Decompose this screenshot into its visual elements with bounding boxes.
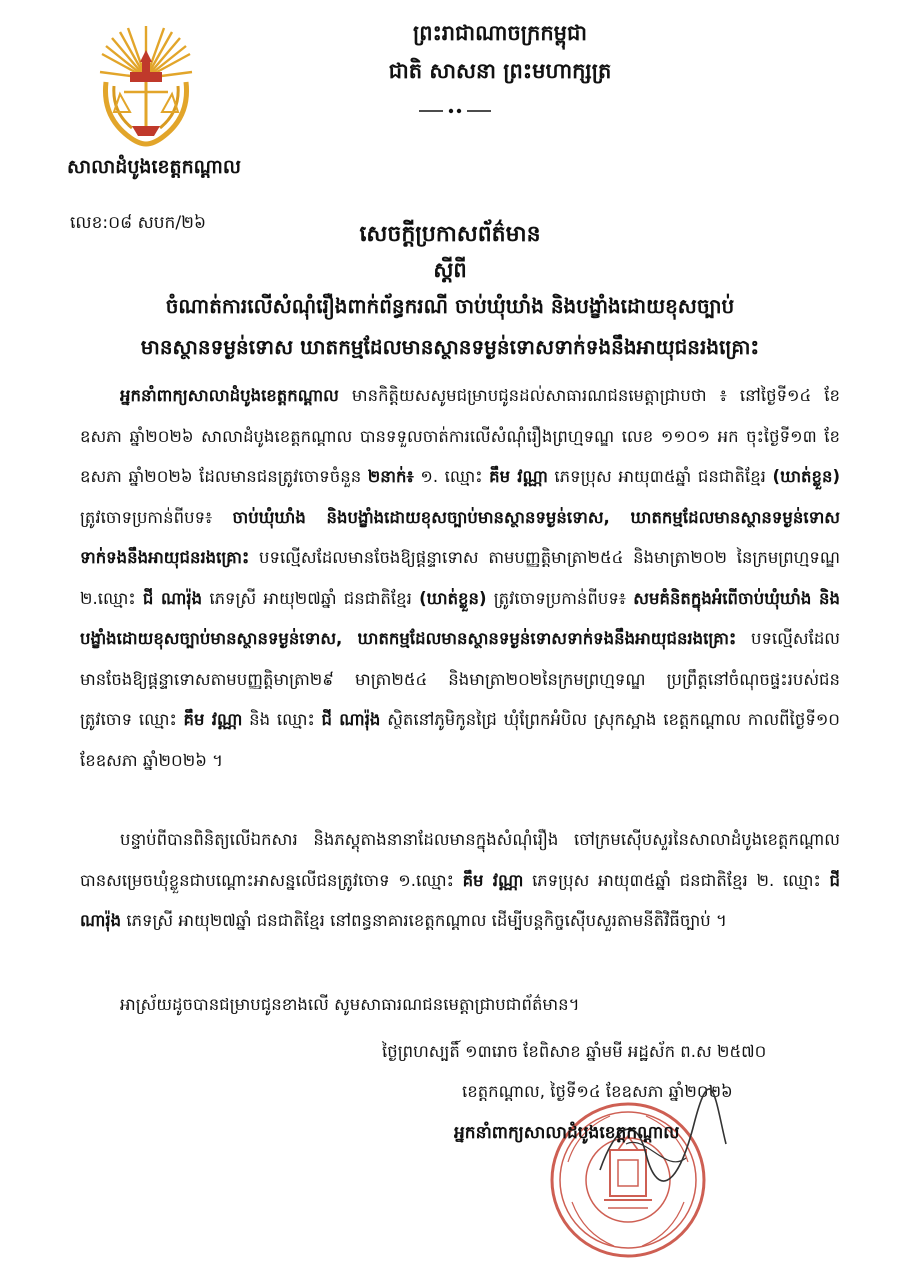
bold-text-run: សមគំនិតក្នុងអំពើចាប់ឃុំឃាំង និងបង្ខាំងដោយខុសច្បាប់មានស្ថានទម្ងន់ទោស, ឃាតកម្មដែលមានស្ថានទម្ងន់ទោសទាក់ទងនឹងអាយុជនរងគ្រោះ <box>80 588 841 648</box>
bold-text-run: ជី ណារ៉ុង <box>142 588 203 608</box>
text-run: ត្រូវចោទប្រកាន់ពីបទ៖ <box>486 588 634 608</box>
court-emblem-icon <box>98 20 194 150</box>
text-run: អាស្រ័យដូចបានជម្រាបជូនខាងលើ សូមសាធារណជនមេត្តាជ្រាបជាព័ត៌មាន។ <box>120 995 580 1014</box>
bold-text-run: គឹម វណ្ណា <box>462 870 524 890</box>
bold-text-run: ចាប់ឃុំឃាំង និងបង្ខាំងដោយខុសច្បាប់មានស្ថានទម្ងន់ទោស, ឃាតកម្មដែលមានស្ថានទម្ងន់ទោសទាក់ទងនឹងអាយុជនរងគ្រោះ <box>80 507 840 567</box>
text-run: ត្រូវចោទប្រកាន់ពីបទ៖ <box>80 507 233 527</box>
text-run: បទល្មើសដែលមានចែងឱ្យផ្ដន្ទាទោស តាមបញ្ញត្តិមាត្រា២៥៤ និងមាត្រា២០២ នៃក្រមព្រហ្មទណ្ឌ ២.ឈ្មោះ <box>80 548 840 608</box>
text-run: បន្ទាប់ពីបានពិនិត្យលើឯកសារ និងភស្តុតាងនានាដែលមានក្នុងសំណុំរឿង ចៅក្រមស៊ើបសួរនៃសាលាដំបូងខេត្តកណ្ដាល បានសម្រេចឃុំខ្លួនជាបណ្ដោះអាសន្នលើជនត្រូវចោទ ១.ឈ្មោះ <box>80 830 840 890</box>
text-run: បទល្មើសដែលមានចែងឱ្យផ្ដន្ទាទោសតាមបញ្ញត្តិមាត្រា២៩ មាត្រា២៥៤ និងមាត្រា២០២នៃក្រមព្រហ្មទណ្ឌ ប្រព្រឹត្តនៅចំណុចផ្ទះរបស់ជនត្រូវចោទ ឈ្មោះ <box>80 629 840 729</box>
regarding-label: ស្ដីពី <box>433 258 467 282</box>
bold-text-run: ជី ណារ៉ុង <box>80 870 841 930</box>
text-run: ភេទប្រុស អាយុ៣៥ឆ្នាំ ជនជាតិខ្មែរ <box>547 467 773 486</box>
text-run: មានកិត្តិយសសូមជម្រាបជូនដល់សាធារណជនមេត្តាជ្រាបថា ៖ នៅថ្ងៃទី១៤ ខែឧសភា ឆ្នាំ២០២៦ សាលាដំបូងខេត្តកណ្ដាល បានទទួលចាត់ការលើសំណុំរឿងព្រហ្មទណ្ឌ លេខ ១១០១ អក ចុះថ្ងៃទី១៣ ខែឧសភា ឆ្នាំ២០២៦ ដែលមានជនត្រូវចោទចំនួន <box>80 386 840 486</box>
kingdom-heading: ព្រះរាជាណាចក្រកម្ពុជា <box>412 21 587 45</box>
subject-line-1: ចំណាត់ការលើសំណុំរឿងពាក់ព័ន្ធករណី ចាប់ឃុំឃាំង និងបង្ខាំងដោយខុសច្បាប់ <box>165 294 735 318</box>
bold-text-run: គឹម វណ្ណា <box>489 467 548 486</box>
document-title: សេចក្ដីប្រកាសព័ត៌មាន <box>359 222 541 247</box>
text-run: ភេទស្រី អាយុ២៧ឆ្នាំ ជនជាតិខ្មែរ <box>202 588 420 608</box>
court-name: សាលាដំបូងខេត្តកណ្ដាល <box>67 156 241 178</box>
body-paragraph-3 <box>80 985 840 1026</box>
bold-text-run: (ឃាត់ខ្លួន) <box>772 467 840 486</box>
lunar-date: ថ្ងៃព្រហស្បតិ៍ ១៣រោច ខែពិសាខ ឆ្នាំមមី អដ្ឋស័ក ព.ស ២៥៧០ <box>382 1042 767 1061</box>
national-motto: ជាតិ សាសនា ព្រះមហាក្សត្រ <box>388 59 612 83</box>
signer-title: អ្នកនាំពាក្យសាលាដំបូងខេត្តកណ្ដាល <box>454 1123 680 1143</box>
bold-text-run: (ឃាត់ខ្លួន) <box>419 588 487 608</box>
text-run: ១. ឈ្មោះ <box>413 467 490 486</box>
bold-text-run: អ្នកនាំពាក្យសាលាដំបូងខេត្តកណ្ដាល <box>120 386 339 405</box>
body-paragraph-2 <box>80 820 840 942</box>
text-run: ភេទប្រុស អាយុ៣៥ឆ្នាំ ជនជាតិខ្មែរ ២. ឈ្មោះ <box>523 870 830 890</box>
solar-date: ខេត្តកណ្ដាល, ថ្ងៃទី១៤ ខែឧសភា ឆ្នាំ២០២៦ <box>462 1082 733 1101</box>
text-run: ភេទស្រី អាយុ២៧ឆ្នាំ ជនជាតិខ្មែរ នៅពន្ធនាគារខេត្តកណ្ដាល ដើម្បីបន្តកិច្ចស៊ើបសួរតាមនីតិវិធីច្បាប់ ។ <box>121 911 727 930</box>
text-run: និង ឈ្មោះ <box>242 710 322 729</box>
bold-text-run: គឹម វណ្ណា <box>183 710 243 729</box>
bold-text-run: ២នាក់៖ <box>367 467 414 486</box>
body-paragraph-1 <box>80 376 840 781</box>
signature-icon <box>586 1084 736 1214</box>
text-run: ស្ថិតនៅភូមិកូនជ្រៃ ឃុំព្រែកអំបិល ស្រុកស្អាង ខេត្តកណ្ដាល កាលពីថ្ងៃទី១០ ខែឧសភា ឆ្នាំ២០២៦ ។ <box>80 710 840 770</box>
divider-ornament-icon <box>415 104 495 118</box>
reference-number: លេខ:០៨ សបក/២៦ <box>70 213 206 233</box>
bold-text-run: ជី ណារ៉ុង <box>321 710 381 729</box>
subject-line-2: មានស្ថានទម្ងន់ទោស ឃាតកម្មដែលមានស្ថានទម្ងន់ទោសទាក់ទងនឹងអាយុជនរងគ្រោះ <box>140 335 760 359</box>
